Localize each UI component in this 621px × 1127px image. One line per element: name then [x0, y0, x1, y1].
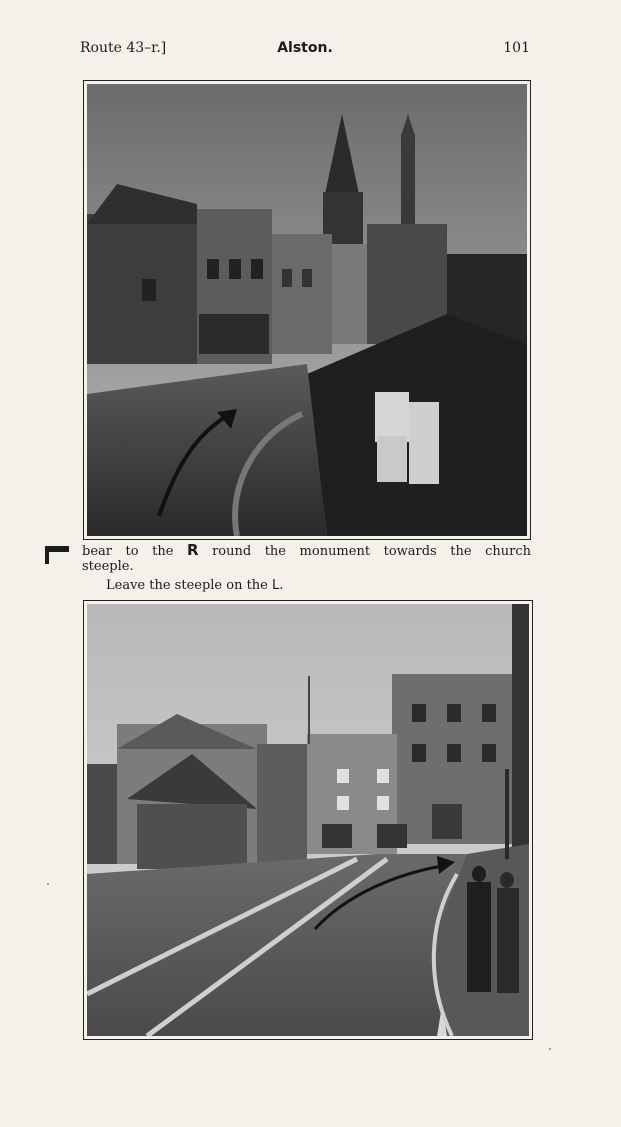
instruction-line-3	[106, 578, 283, 593]
instruction-text-c: steeple.	[82, 559, 134, 574]
instruction-line-1	[82, 543, 531, 559]
direction-right-label: R	[186, 541, 199, 559]
street-monument-photo	[83, 80, 531, 540]
cobbled-street-photo	[83, 600, 533, 1040]
instruction-text-e: .	[279, 578, 284, 593]
route-label: Route 43–r.]	[80, 40, 167, 56]
running-header	[80, 40, 530, 60]
instruction-line-2	[82, 559, 134, 574]
page-number: 101	[503, 40, 530, 56]
page-title: Alston.	[277, 40, 333, 56]
photo-drawing-top	[87, 84, 527, 536]
instruction-text-d: Leave the steeple on the	[106, 578, 268, 593]
photo-drawing-bottom	[87, 604, 529, 1036]
paper-speck	[47, 883, 49, 885]
left-turn-sign-icon	[45, 546, 69, 564]
direction-left-label: L	[272, 578, 280, 593]
instruction-text-b: round the monument towards the church	[212, 544, 531, 559]
instruction-text-a: bear to the	[82, 544, 174, 559]
paper-speck	[549, 1048, 551, 1050]
